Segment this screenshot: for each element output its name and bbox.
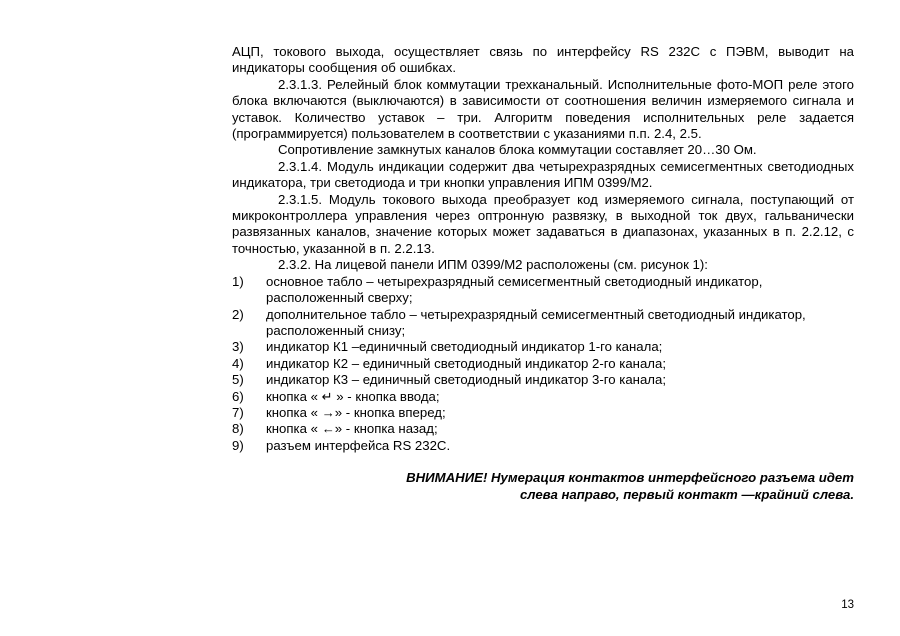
list-item-label: кнопка « →» - кнопка вперед;: [266, 404, 446, 420]
warning-note: ВНИМАНИЕ! Нумерация контактов интерфейсного разъема идет слева направо, первый контакт —крайний слева.: [406, 470, 854, 502]
paragraph-1: АЦП, токового выхода, осуществляет связь по интерфейсу RS 232С с ПЭВМ, выводит на индикаторы сообщения об ошибках.: [232, 44, 854, 76]
list-item-label: индикатор К3 – единичный светодиодный индикатор 3-го канала;: [266, 372, 666, 388]
list-item-label: кнопка « ←» - кнопка назад;: [266, 421, 438, 437]
list-item-label: разъем интерфейса RS 232С.: [266, 437, 451, 453]
list-item: [232, 438, 854, 454]
list-item-marker: 6): [232, 388, 244, 404]
front-panel-list: [232, 274, 854, 454]
list-item: [232, 356, 854, 372]
page-content: [232, 44, 854, 516]
list-item-label: дополнительное табло – четырехразрядный семисегментный светодиодный индикатор, расположенный снизу;: [266, 306, 806, 338]
list-item: [232, 405, 854, 421]
paragraph-6: 2.3.2. На лицевой панели ИПМ 0399/М2 расположены (см. рисунок 1):: [278, 257, 708, 273]
list-item-marker: 5): [232, 372, 244, 388]
list-item-label: основное табло – четырехразрядный семисегментный светодиодный индикатор, расположенный сверху;: [266, 273, 763, 306]
list-item-label: кнопка « ↵ » - кнопка ввода;: [266, 388, 440, 404]
list-item-marker: 9): [232, 437, 244, 453]
list-item: [232, 389, 854, 405]
list-item: [232, 274, 854, 307]
list-item-marker: 8): [232, 421, 244, 437]
paragraph-5: 2.3.1.5. Модуль токового выхода преобразует код измеряемого сигнала, поступающий от микроконтроллера управления через оптронную развязку, в выходной ток двух, гальванически развязанных каналов, значение которых может задаваться в диапазонах, указанных в п. 2.2.12, с точностью, указанной в п. 2.2.13.: [232, 191, 854, 256]
list-item: [232, 372, 854, 388]
paragraph-2: 2.3.1.3. Релейный блок коммутации трехканальный. Исполнительные фото-МОП реле этого блока включаются (выключаются) в зависимости от соотношения величин измеряемого сигнала и уставок. Количество уставок – три. Алгоритм поведения исполнительных реле задается (программируется) пользователем в соответствии с указаниями п.п. 2.4, 2.5.: [232, 76, 854, 142]
list-item-marker: 3): [232, 339, 244, 355]
list-item-label: индикатор К1 –единичный светодиодный индикатор 1-го канала;: [266, 339, 663, 355]
list-item-marker: 4): [232, 355, 244, 371]
list-item: [232, 339, 854, 355]
paragraph-3: Сопротивление замкнутых каналов блока коммутации составляет 20…30 Ом.: [278, 142, 757, 158]
list-item-marker: 2): [232, 306, 244, 322]
list-item: [232, 421, 854, 437]
list-item: [232, 307, 854, 340]
paragraph-4: 2.3.1.4. Модуль индикации содержит два четырехразрядных семисегментных светодиодных индикатора, три светодиода и три кнопки управления ИПМ 0399/М2.: [232, 158, 854, 191]
page-number: 13: [841, 599, 854, 611]
list-item-marker: 1): [232, 273, 244, 289]
list-item-label: индикатор К2 – единичный светодиодный индикатор 2-го канала;: [266, 355, 666, 371]
list-item-marker: 7): [232, 404, 244, 420]
